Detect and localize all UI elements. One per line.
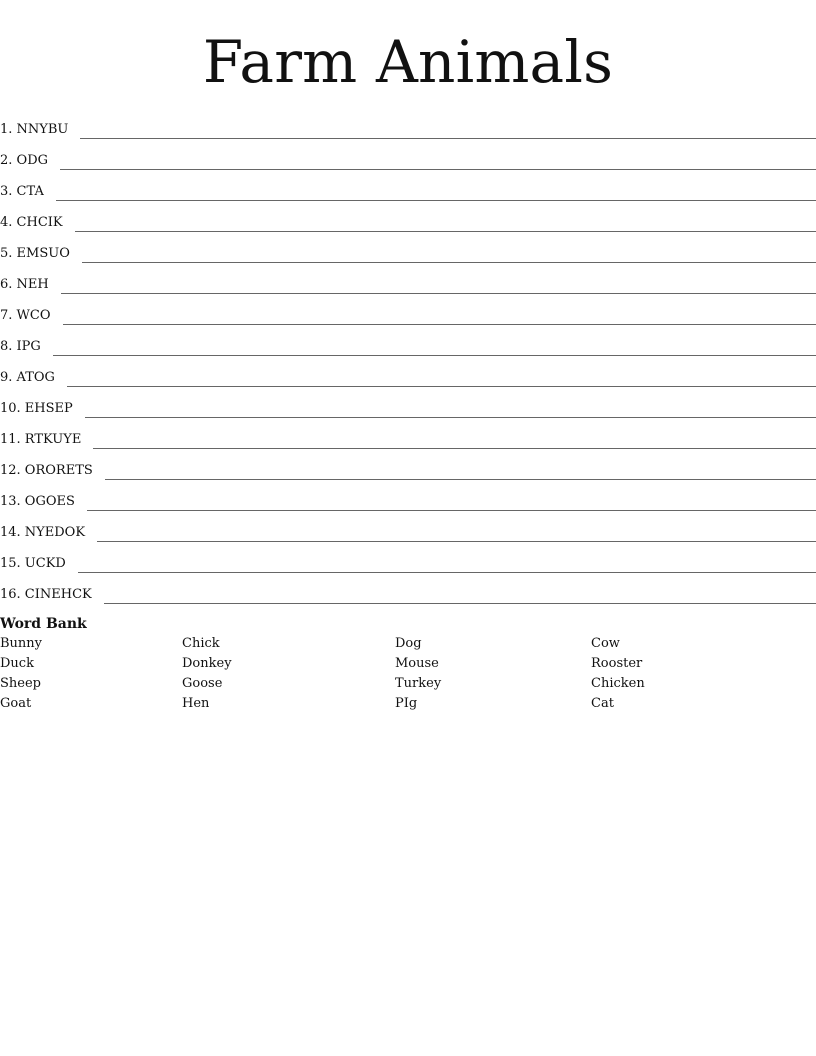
question-label: 1. NNYBU [0,122,69,137]
answer-line[interactable] [61,292,816,294]
question-label: 3. CTA [0,184,44,199]
answer-line[interactable] [105,478,816,480]
question-row [0,389,816,420]
answer-line[interactable] [97,540,816,542]
question-label: 12. ORORETS [0,463,93,478]
question-label: 9. ATOG [0,370,55,385]
answer-line[interactable] [85,416,816,418]
word-bank-word: Rooster [591,656,643,671]
answer-line[interactable] [82,261,816,263]
word-bank-word: Mouse [395,656,439,671]
question-row [0,203,816,234]
question-row [0,420,816,451]
question-row [0,513,816,544]
question-label: 6. NEH [0,277,49,292]
word-bank-word: Chicken [591,676,645,691]
word-bank-word: Dog [395,636,422,651]
question-label: 4. CHCIK [0,215,63,230]
answer-line[interactable] [87,509,816,511]
question-row [0,296,816,327]
word-bank-row [0,674,816,694]
answer-line[interactable] [104,602,816,604]
question-row [0,358,816,389]
worksheet-title: Farm Animals [202,28,614,96]
answer-line[interactable] [53,354,816,356]
answer-line[interactable] [63,323,816,325]
word-bank-word: Goat [0,696,32,711]
word-bank-word: PIg [395,696,418,711]
question-row [0,482,816,513]
question-label: 5. EMSUO [0,246,70,261]
word-bank-row [0,694,816,714]
word-bank-row [0,654,816,674]
answer-line[interactable] [56,199,816,201]
word-bank-word: Turkey [395,676,442,691]
question-row [0,265,816,296]
question-label: 15. UCKD [0,556,66,571]
question-label: 16. CINEHCK [0,587,92,602]
word-bank-word: Bunny [0,636,43,651]
question-row [0,575,816,606]
question-label: 8. IPG [0,339,41,354]
answer-line[interactable] [80,137,816,139]
question-row [0,234,816,265]
answer-line[interactable] [67,385,816,387]
question-label: 2. ODG [0,153,49,168]
answer-line[interactable] [75,230,816,232]
question-row [0,141,816,172]
question-label: 7. WCO [0,308,51,323]
word-bank-word: Chick [182,636,220,651]
question-label: 11. RTKUYE [0,432,82,447]
word-bank-word: Duck [0,656,34,671]
question-row [0,451,816,482]
word-bank-row [0,634,816,654]
answer-line[interactable] [78,571,816,573]
question-row [0,327,816,358]
question-row [0,110,816,141]
word-bank-word: Cat [591,696,614,711]
question-label: 10. EHSEP [0,401,73,416]
question-row [0,172,816,203]
word-bank [0,634,816,714]
question-row [0,544,816,575]
word-bank-word: Hen [182,696,210,711]
word-bank-word: Sheep [0,676,41,691]
question-label: 13. OGOES [0,494,75,509]
question-label: 14. NYEDOK [0,525,86,540]
answer-line[interactable] [60,168,816,170]
answer-line[interactable] [93,447,816,449]
word-bank-word: Goose [182,676,223,691]
word-bank-word: Donkey [182,656,232,671]
scramble-question-list [0,110,816,606]
word-bank-word: Cow [591,636,620,651]
word-bank-title: Word Bank [0,616,87,632]
